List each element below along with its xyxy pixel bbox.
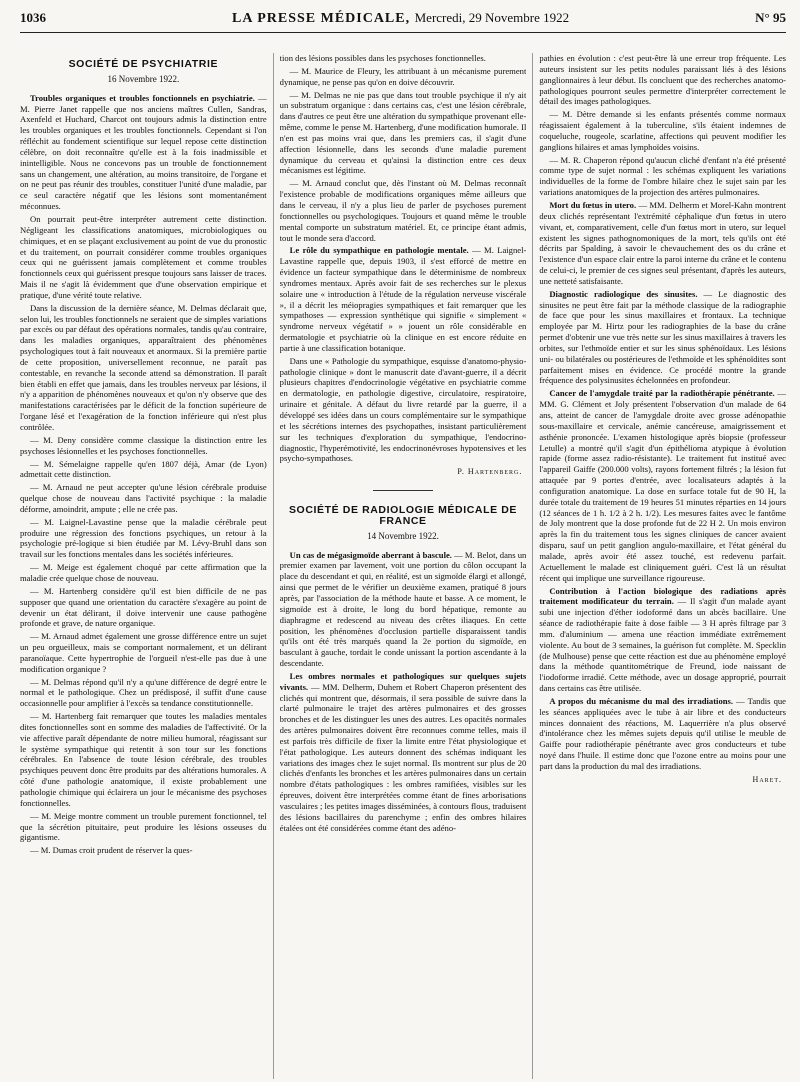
- section-date: 16 Novembre 1922.: [107, 73, 180, 84]
- issue-date: Mercredi, 29 Novembre 1922: [414, 10, 570, 25]
- author-signature: P. Hartenberg.: [457, 467, 523, 477]
- paragraph: — M. Meige est également choqué par cette affirmation que la maladie crée quelque chose de nouveau.: [20, 562, 267, 583]
- journal-title: [232, 10, 569, 27]
- paragraph: — M. Dumas croit prudent de réserver la ques-: [30, 845, 193, 856]
- column-2: [280, 53, 527, 1079]
- paragraph: — M. Deny considère comme classique la distinction entre les psychoses lésionnelles et les psychoses fonctionnelles.: [20, 434, 267, 456]
- paragraph: Diagnostic radiologique des sinusites. — Le diagnostic des sinusites ne peut être fait par la méthode classique de la radiographie de face que pour les sinus maxillaires et frontaux. La technique employée par M. Hirtz pour les radiographies de la base du crâne permet d'obtenir une vue très nette sur les sinus maxillaires à travers les orbites, sur l'ethmoïde entier et sur les sinus sphénoïdaux. Les lésions uni- ou bilatérales ou postérieures de l'ethmoïde et les sphénoïdites sont parfaitement mises en évidence. Ce procédé montre la grande fréquence des polysinusites échelonnées en profondeur.: [539, 288, 786, 386]
- section-title: SOCIÉTÉ DE PSYCHIATRIE: [68, 58, 219, 70]
- paragraph: — M. Hartenberg fait remarquer que toutes les maladies mentales dites fonctionnelles sont en somme des maladies de l'affectivité. Or la vie affective paraît dépendante de notre milieu humoral, réagissant sur le système sympathique qui retentit à son tour sur les fonctions cérébrales. En l'absence de toute lésion cérébrale, des troubles psychiques peuvent donc être produits par des altérations humorales. A côté d'une pathologie anatomique, il existe probablement une pathologie chimique qui éclairera un jour le mécanisme des psychoses fonctionnelles.: [20, 711, 267, 808]
- paragraph: Contribution à l'action biologique des radiations après traitement modificateur du terrain. — Il s'agit d'un malade ayant subi une injection d'éther iodoformé dans un abcès bacillaire. Une séance de radiothérapie faite à dose faible — 3 H après filtrage par 3 mm. d'aluminium — amena une réaction immédiate extrêmement violente. Au bout de 3 semaines, la guérison fut complète. M. Specklin (de Mulhouse) pense que cette réaction est due au phénomène employé dans la méthode quantitométrique de Freund, iode naissant de l'iodoforme irradié. Cette méthode, avec un dosage approprié, pourrait dans certains cas être utilisée.: [539, 585, 786, 694]
- paragraph: — M. Laignel-Lavastine pense que la maladie cérébrale peut produire une régression des fonctions psychiques, un retour à la psychologie pré-logique si bien étudiée par M. Lévy-Bruhl dans son travail sur les fonctions mentales dans les sociétés inférieures.: [20, 516, 267, 560]
- paragraph: — M. Delmas ne nie pas que dans tout trouble psychique il n'y ait un substratum organique : dans certains cas, c'est une lésion cérébrale, dans d'autres ce peut être une altération du sympathique provenant elle-même, comme le pense M. Hartenberg, d'une modification humorale. Il n'en est pas moins vrai que, dans les premiers cas, il s'agit d'une affection lésionnelle, dans les seconds d'une maladie purement dynamique du cerveau et qu'ainsi la distinction entre ces deux mécanismes est légitime.: [279, 89, 527, 176]
- column-3: [539, 53, 786, 1079]
- journal-name: LA PRESSE MÉDICALE,: [232, 11, 411, 26]
- masthead: [20, 10, 786, 33]
- paragraph: — M. R. Chaperon répond qu'aucun cliché d'enfant n'a été présenté comme type de sujet normal : les schémas expliquent les variations individuelles de la forme de l'ombre hilaire chez le sujet sain par les variations anatomiques de la projection des artères pulmonaires.: [539, 154, 786, 198]
- column-divider: [273, 53, 274, 1079]
- paragraph: — M. Arnaud admet également une grosse différence entre un sujet un peu orgueilleux, mais se comportant normalement, et un délirant paranoïaque. Cette hypertrophie de l'orgueil n'est-elle pas due à une modification organique ?: [20, 631, 267, 674]
- issue-number: N° 95: [755, 10, 786, 25]
- article-heading: Cancer de l'amygdale traité par la radiothérapie pénétrante.: [549, 388, 775, 399]
- paragraph: Troubles organiques et troubles fonctionnels en psychiatrie. — M. Pierre Janet rappelle que nos anciens maîtres Cullen, Sandras, Axenfeld et Huchard, Charcot ont toujours admis la distinction entre les troubles organiques et les troubles fonctionnels. Cependant si l'on réfléchit au fondement scientifique sur lequel repose cette distinction célèbre, on doit reconnaître qu'elle est à la fois inadmissible et inintelligible. Nous ne concevons pas un trouble de fonctionnement sans un changement, une altération, au moins transitoire, de l'organe et on ne peut pas réunir des troubles, constituer l'unité d'une maladie, par ce seul caractère négatif que les lésions sont momentanément méconnues.: [20, 92, 267, 212]
- paragraph: Dans une « Pathologie du sympathique, esquisse d'anatomo-physio-pathologie clinique » dont le manuscrit date d'avant-guerre, il a décrit plusieurs chapitres d'endocrinologie végétative en psychiatrie comme en dermatologie, en pathologie digestive, circulatoire, respiratoire, urinaire et génitale. A défaut du livre retardé par la guerre, il a développé ses idées dans un cours complémentaire sur le sympathique et les sécrétions internes des psychopathes, insistant particulièrement sur les techniques d'exploration du sympathique, l'endocrino-diagnostic, l'hyperémotivité, les endocrinonévroses hypotensives et les psycho-sympathoses.: [279, 355, 527, 464]
- paragraph: Le rôle du sympathique en pathologie mentale. — M. Laignel-Lavastine rappelle que, depuis 1903, il s'est efforcé de mettre en évidence un facteur sympathique dans le déterminisme de nombreux syndromes mentaux. Après avoir fait de ses recherches sur le plexus solaire une « introduction à l'étude de la régulation nerveuse viscérale », il a décrit les méiopragies sympathiques et fait remarquer que les sympathoses — expression synthétique qui signifie « simplement « syndrome nerveux végétatif » » jouent un rôle considérable en dermatologie et psychiatrie où la clinique en est encore réduite en partie à une classification botanique.: [279, 245, 527, 353]
- article-heading: Mort du fœtus in utero.: [549, 199, 637, 210]
- paragraph: Dans la discussion de la dernière séance, M. Delmas déclarait que, selon lui, les troubles fonctionnels ne seraient que de simples variations par excès ou par défaut des opérations normales, tandis qu'au contraire, dans les maladies organiques, apparaîtraient des phénomènes psychologiques tout à fait nouveaux et anormaux. Si la première partie de cette proposition, universellement reconnue, ne paraît pas contestable, en revanche la seconde attend sa démonstration. Il paraît bien établi en effet que jamais, dans les troubles nerveux par lésions, il n'y a apparition de phénomènes nouveaux et qu'on n'y observe que des manifestations caractérisées par le déficit de la fonction supérieure de l'organe lésé et l'exagération de la fonction inférieure qui n'est plus contrôlée.: [20, 302, 267, 432]
- paragraph: — M. Dètre demande si les enfants présentés comme normaux réagissaient également à la tuberculine, s'ils étaient indemnes de coqueluche, rougeole, scarlatine, affections qui peuvent modifier les ganglions hilaires et amas lymphoïdes voisins.: [539, 109, 786, 152]
- paragraph: tion des lésions possibles dans les psychoses fonctionnelles.: [279, 53, 486, 63]
- paragraph: On pourrait peut-être interpréter autrement cette distinction. Négligeant les classifications anatomiques, microbiologiques ou chimiques, et en se plaçant exclusivement au point de vue du pronostic et du traitement, on pourrait considérer comme troubles organiques ceux qui ne guérissent jamais complètement et comme troubles fonctionnels ceux qui guérissent presque toujours sans laisser de traces. Mais il ne s'agit là évidemment que d'une observation empirique et pratique, d'une vérité toute relative.: [20, 213, 267, 300]
- paragraph: pathies en évolution : c'est peut-être là une erreur trop fréquente. Les auteurs insistent sur les petits nodules paraissant liés à des lésions ganglionnaires à leur début. Ils concluent que des recherches anatomo-pathologiques pourront seules permettre d'interpréter correctement le détail des images pathologiques.: [539, 53, 786, 107]
- paragraph: Cancer de l'amygdale traité par la radiothérapie pénétrante. — MM. G. Clément et Joly présentent l'observation d'un malade de 64 ans, atteint de cancer de l'amygdale droite avec grosse adénopathie sous-maxillaire et cervicale, anémie cancéreuse, amaigrissement et asthénie prononcée. L'examen histologique après biopsie (professeur Letulle) a montré qu'il s'agit d'un épithélioma atypique à évolution rapide (forme assez radio-résistante). Le traitement fut institué avec l'appareil Gaiffe (200.000 volts), rayons fortement filtrés ; la lésion fut attaquée par 9 portes d'entrée, avec localisateurs adaptés à la configuration anatomique. La dose en surface totale fut de 90 H, la durée totale du traitement de 19 heures 51 minutes réparties en 14 jours (12 séances de 1 h. 1/2 à 2 h. 1/2). Les mesures faites avec le fantôme de Joly montrent que la dose profonde fut de 22 H 2. Un mois environ après la fin du traitement tous les signes cliniques de cancer avaient disparu, sauf un petit ganglion angulo-maxillaire, et l'état général du malade, après avoir été assez touché, est redevenu parfait. Actuellement le malade est cliniquement guéri. C'est là un résultat récent qui implique une surveillance rigoureuse.: [539, 388, 786, 583]
- paragraph: Un cas de mégasigmoïde aberrant à bascule. — M. Belot, dans un premier examen par lavement, voit une portion du côlon occupant la place du descendant et qui, en réalité, est un sigmoïde élargi et allongé, ainsi que permet de le vérifier un deuxième examen, pratiqué 8 jours après, par l'association de la méthode haute et basse. A ce moment, le sigmoïde est à droite, le long du bord hépatique, remonte au diaphragme et redescend au niveau des crêtes iliaques. En cette position, les phénomènes d'occlusion partielle disparaissent tandis qu'ils ont été très marqués quand la 2e portion du sigmoïde, en basculant à gauche, tordait le conde unissant la portion ascendante à la descendante.: [279, 549, 527, 669]
- paragraph: — M. Hartenberg considère qu'il est bien difficile de ne pas supposer que quand une orientation du caractère s'exagère au point de devenir un état délirant, il doive intervenir une cause pathogène profonde et grave, de nature organique.: [20, 585, 267, 629]
- article-heading: Un cas de mégasigmoïde aberrant à bascule.: [289, 549, 452, 560]
- article-heading: Contribution à l'action biologique des radiations après traitement modificateur du terrain.: [539, 585, 786, 607]
- section-divider: [373, 490, 433, 491]
- paragraph: A propos du mécanisme du mal des irradiations. — Tandis que les séances appliquées avec le tube à air libre et des conducteurs minces donnaient des réactions, M. Laquerrière n'a plus observé d'intolérance chez les mêmes sujets depuis qu'il utilise le meuble de Gaiffe pour radiothérapie pénétrante avec gros conducteurs et tube noyé dans l'huile. Il estime donc que l'ozone entre au moins pour une part dans la production du mal des irradiations.: [539, 695, 786, 771]
- article-columns: [20, 53, 786, 1079]
- author-signature: Haret.: [752, 774, 782, 784]
- column-1: [20, 53, 267, 1079]
- paragraph: — M. Delmas répond qu'il n'y a qu'une différence de degré entre le normal et le pathologique. Chez un prédisposé, il suffit d'une cause occasionnelle pour amplifier à l'excès sa tendance constitutionnelle.: [20, 676, 267, 709]
- paragraph: Mort du fœtus in utero. — MM. Delherm et Morel-Kahn montrent deux clichés représentant l'extrémité céphalique d'un fœtus in utero vivant, et, comparativement, celle d'un fœtus mort in utero, sur lequel existent les signes pathognomoniques de la mort, tels qu'ils ont été décrits par Spalding, à savoir le chevauchement des os du crâne et l'existence d'un espace clair entre la paroi interne du crâne et le contenu de celui-ci, le premier de ces signes seul présentant, d'après les auteurs, une netteté satisfaisante.: [539, 199, 786, 286]
- paragraph: — M. Maurice de Fleury, les attribuant à un mécanisme purement dynamique, ne pense pas qu'on en doive découvrir.: [279, 65, 527, 87]
- paragraph: — M. Sémelaigne rappelle qu'en 1807 déjà, Amar (de Lyon) admettait cette distinction.: [20, 458, 267, 480]
- section-date: 14 Novembre 1922.: [367, 530, 439, 541]
- article-heading: A propos du mécanisme du mal des irradiations.: [549, 695, 734, 706]
- page-number: 1036: [20, 10, 46, 25]
- paragraph: — M. Meige montre comment un trouble purement fonctionnel, tel que la sécrétion pituitaire, peut produire les lésions osseuses du gigantisme.: [20, 810, 267, 843]
- article-heading: Diagnostic radiologique des sinusites.: [549, 288, 698, 299]
- section-title: SOCIÉTÉ DE RADIOLOGIE MÉDICALE DE FRANCE: [288, 504, 518, 527]
- article-heading: Les ombres normales et pathologiques sur quelques sujets vivants.: [279, 670, 527, 692]
- paragraph: Les ombres normales et pathologiques sur quelques sujets vivants. — MM. Delherm, Duhem et Robert Chaperon présentent des clichés qui montrent que, désormais, il sera possible de suivre dans la clarté pulmonaire le trajet des artères pulmonaires et des grosses bronches et de les distinguer les unes des autres. Les opacités normales des artères pulmonaires doivent être reconnues comme telles, mais il est parfois très difficile de fixer la limite entre l'état physiologique et l'état pathologique. Les auteurs donnent des schémas indiquant les variations des images chez le sujet normal. Ils montrent sur plus de 20 clichés d'enfants les bronches et les artères pulmonaires dans un certain nombre d'états pathologiques : les ombres ramifiées, visibles sur les épreuves, doivent être interprétées comme étant de fines arborisations vasculaires ; les petites images disséminées, à contours flous, traduisent des lésions bacillaires du parenchyme ; enfin des ombres hilaires étalées ont été considérées comme étant des adéno-: [279, 670, 527, 833]
- column-divider: [532, 53, 533, 1079]
- paragraph: — M. Arnaud conclut que, dès l'instant où M. Delmas reconnaît l'existence probable de modifications organiques même ailleurs que dans le cerveau, il n'y a plus lieu de parler de psychoses purement fonctionnelles ou psychologiques. Toujours et quand même le trouble mental comporte un substratum matériel. Et, ce principe étant admis, tout le monde sera d'accord.: [279, 178, 527, 243]
- article-heading: Troubles organiques et troubles fonctionnels en psychiatrie.: [30, 92, 255, 103]
- paragraph: — M. Arnaud ne peut accepter qu'une lésion cérébrale produise quelque chose de nouveau dans l'activité psychique : la maladie déforme, amoindrit, ampute ; elle ne crée pas.: [20, 482, 267, 514]
- article-heading: Le rôle du sympathique en pathologie mentale.: [289, 245, 469, 256]
